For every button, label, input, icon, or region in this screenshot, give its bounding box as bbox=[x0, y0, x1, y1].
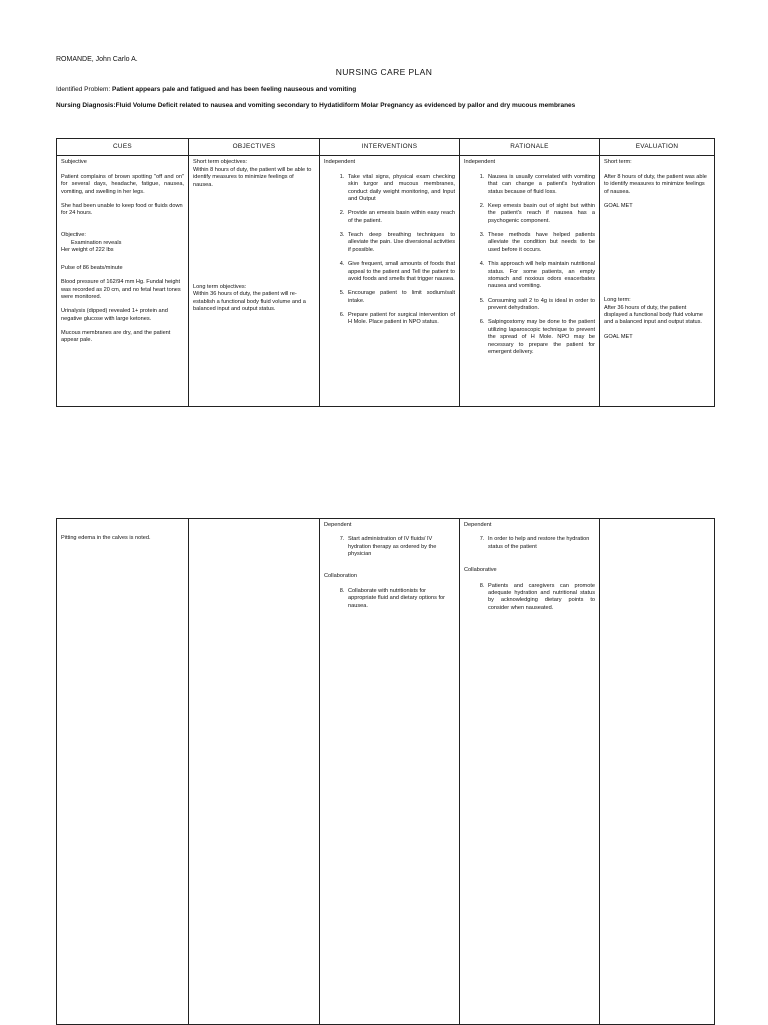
list-item: 3. Teach deep breathing techniques to alleviate the pain. Use diversional activities if possible. bbox=[346, 232, 455, 254]
list-item: 2. Keep emesis basin out of sight but within the patient's reach if nausea has a psychogenic component. bbox=[486, 203, 595, 225]
urinalysis-text: Urinalysis (dipped) revealed 1+ protein and negative glucose with large ketones. bbox=[61, 308, 168, 322]
short-term-text: Within 8 hours of duty, the patient will be able to identify measures to minimize feelings of nausea. bbox=[193, 166, 312, 188]
header-row bbox=[57, 139, 715, 156]
col-evaluation: EVALUATION bbox=[600, 139, 715, 156]
eval-short-goal: GOAL MET bbox=[604, 202, 633, 209]
list-item: 8. Collaborate with nutritionists for appropriate fluid and dietary options for nausea. bbox=[346, 588, 455, 610]
list-item: 8. Patients and caregivers can promote adequate hydration and nutritional status by acknowledging dietary points to consider when nauseated. bbox=[486, 583, 595, 613]
col-objectives: OBJECTIVES bbox=[189, 139, 320, 156]
nursing-diagnosis bbox=[56, 102, 575, 109]
objective-heading: Objective: bbox=[61, 231, 86, 238]
list-item: 4. This approach will help maintain nutritional status. For some patients, an empty stomach and noxious odors exacerbates nausea and vomiting. bbox=[486, 261, 595, 291]
mucous-text: Mucous membranes are dry, and the patient appear pale. bbox=[61, 330, 171, 344]
subjective-text-2: She had been unable to keep food or fluids down for 24 hours. bbox=[61, 202, 183, 217]
rationale-cell bbox=[460, 519, 600, 1025]
table-row bbox=[57, 519, 715, 1025]
collaborative-heading: Collaborative bbox=[464, 567, 497, 574]
subjective-heading: Subjective bbox=[61, 159, 87, 166]
eval-long-text: After 36 hours of duty, the patient displayed a functional body fluid volume and a balanced input and output status. bbox=[604, 304, 703, 326]
eval-short-heading: Short term: bbox=[604, 159, 632, 166]
problem-label: Identified Problem: bbox=[56, 86, 111, 93]
collaboration-list bbox=[324, 588, 455, 610]
eval-short-text: After 8 hours of duty, the patient was able to identify measures to minimize feelings of nausea. bbox=[604, 173, 707, 195]
list-item: 6. Salpingostomy may be done to the patient utilizing laparoscopic technique to prevent the spread of H Mole. NPO may be necessary to prepare the patient for emergent delivery. bbox=[486, 319, 595, 356]
list-item: 2. Provide an emesis basin within easy reach of the patient. bbox=[346, 210, 455, 225]
cues-cell bbox=[57, 519, 189, 1025]
col-rationale: RATIONALE bbox=[460, 139, 600, 156]
list-item: 3. These methods have helped patients alleviate the condition but needs to be used before it occurs. bbox=[486, 232, 595, 254]
weight-text: Her weight of 222 lbs bbox=[61, 247, 114, 254]
list-item: 7. In order to help and restore the hydration status of the patient bbox=[486, 536, 595, 551]
list-item: 5. Encourage patient to limit sodium/salt intake. bbox=[346, 290, 455, 305]
care-plan-table-2 bbox=[56, 518, 715, 1025]
problem-text: Patient appears pale and fatigued and has been feeling nauseous and vomiting bbox=[112, 86, 357, 93]
list-item: 1. Nausea is usually correlated with vomiting that can change a patient's hydration status because of fluid loss. bbox=[486, 174, 595, 196]
col-cues: CUES bbox=[57, 139, 189, 156]
independent-heading: Independent bbox=[324, 159, 356, 166]
independent-heading: Independent bbox=[464, 159, 496, 166]
bp-text: Blood pressure of 162/94 mm Hg. Fundal height was recorded as 20 cm, and no fetal heart tones were monitored. bbox=[61, 279, 181, 300]
collaboration-heading: Collaboration bbox=[324, 572, 357, 579]
cues-cell bbox=[57, 156, 189, 407]
long-term-heading: Long term objectives: bbox=[193, 283, 247, 290]
pulse-text: Pulse of 86 beats/minute bbox=[61, 264, 123, 271]
dependent-list bbox=[464, 536, 595, 551]
page-title: NURSING CARE PLAN bbox=[335, 67, 433, 77]
list-item: 1. Take vital signs, physical exam checking skin turgor and mucous membranes, conduct daily weight monitoring, and Input and Output bbox=[346, 174, 455, 204]
collaborative-list bbox=[464, 583, 595, 613]
subjective-text-1: Patient complains of brown spotting "off and on" for several days, headache, fatigue, nausea, vomiting, and swelling in her legs. bbox=[61, 173, 184, 195]
list-item: 6. Prepare patient for surgical intervention of H Mole. Place patient in NPO status. bbox=[346, 312, 455, 327]
author-name: ROMANDE, John Carlo A. bbox=[56, 56, 138, 63]
list-item: 5. Consuming salt 2 to 4g is ideal in order to prevent dehydration. bbox=[486, 298, 595, 313]
dependent-list bbox=[324, 536, 455, 558]
table-row bbox=[57, 156, 715, 407]
list-item: 7. Start administration of IV fluids/ IV hydration therapy as ordered by the physician bbox=[346, 536, 455, 558]
interventions-list bbox=[324, 174, 455, 327]
identified-problem bbox=[56, 86, 356, 93]
eval-long-goal: GOAL MET bbox=[604, 333, 633, 340]
edema-text: Pitting edema in the calves is noted. bbox=[61, 535, 151, 541]
diagnosis-text: Fluid Volume Deficit related to nausea and vomiting secondary to Hydatidiform Molar Pregnancy as evidenced by pallor and dry mucous membranes bbox=[115, 102, 576, 109]
rationale-list bbox=[464, 174, 595, 357]
objectives-cell bbox=[189, 519, 320, 1025]
evaluation-cell bbox=[600, 519, 715, 1025]
col-interventions: INTERVENTIONS bbox=[320, 139, 460, 156]
dependent-heading: Dependent bbox=[464, 522, 492, 528]
list-item: 4. Give frequent, small amounts of foods that appeal to the patient and Tell the patient to avoid foods and smells that trigger nausea. bbox=[346, 261, 455, 283]
diagnosis-label: Nursing Diagnosis: bbox=[56, 102, 116, 109]
short-term-heading: Short term objectives: bbox=[193, 159, 248, 166]
eval-long-heading: Long term: bbox=[604, 297, 631, 304]
objectives-cell bbox=[189, 156, 320, 407]
interventions-cell bbox=[320, 519, 460, 1025]
long-term-text: Within 36 hours of duty, the patient will re-establish a functional body fluid volume and a balanced input and output status. bbox=[193, 291, 306, 313]
examination-text: Examination reveals bbox=[71, 240, 122, 247]
evaluation-cell bbox=[600, 156, 715, 407]
dependent-heading: Dependent bbox=[324, 522, 352, 528]
care-plan-table-1 bbox=[56, 138, 715, 407]
rationale-cell bbox=[460, 156, 600, 407]
interventions-cell bbox=[320, 156, 460, 407]
